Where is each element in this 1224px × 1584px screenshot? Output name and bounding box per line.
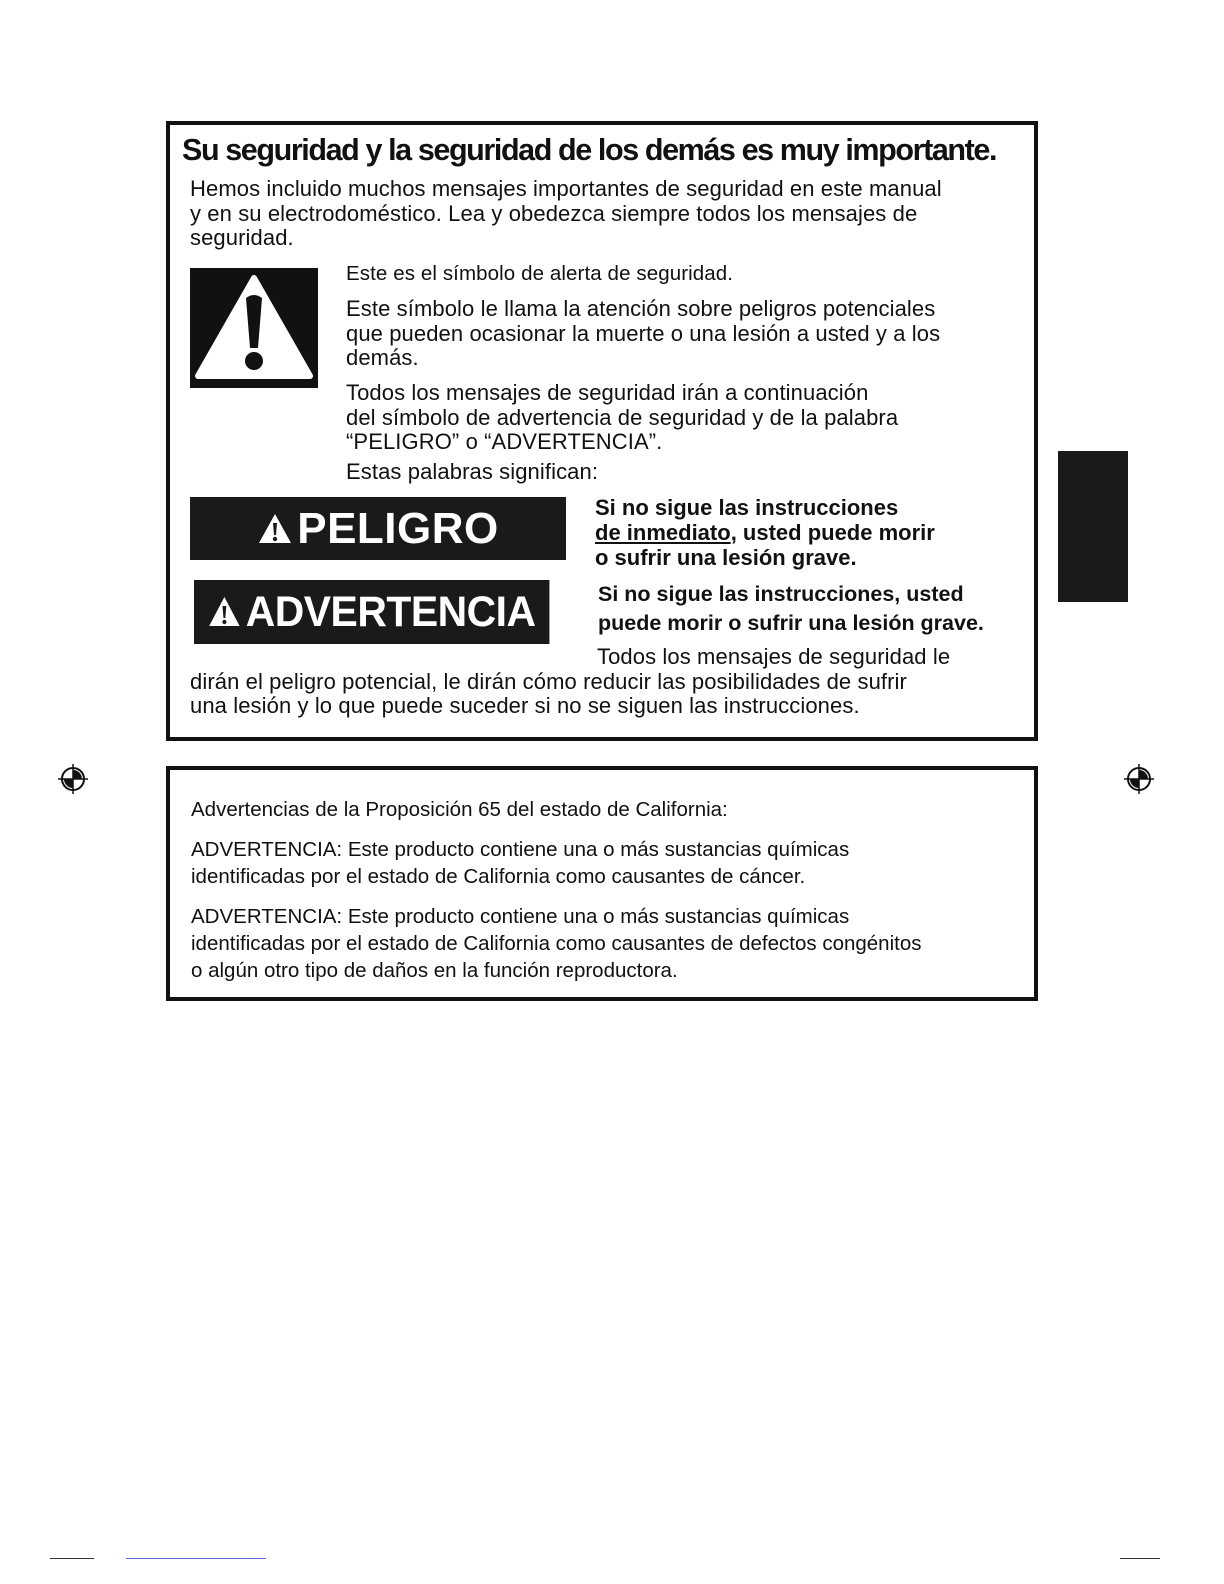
words-mean-text: Estas palabras significan: [346, 459, 599, 484]
safety-title: Su seguridad y la seguridad de los demás es muy importante. [182, 133, 997, 167]
symbol-desc-line: que pueden ocasionar la muerte o una lesión a usted y a los [346, 320, 941, 346]
advertencia-label-text: ADVERTENCIA [245, 587, 536, 636]
symbol-caption: Este es el símbolo de alerta de seguridad. [346, 262, 734, 285]
advertencia-description [598, 580, 984, 638]
safety-intro [190, 177, 942, 251]
safety-box [166, 121, 1038, 741]
symbol-description [346, 297, 940, 371]
prop65-warning-line: o algún otro tipo de daños en la función reproductora. [191, 959, 678, 982]
prop65-warning-cancer [191, 836, 849, 890]
footer-rule [126, 1558, 266, 1559]
prop65-box [166, 766, 1038, 1001]
peligro-desc-line: Si no sigue las instrucciones [595, 495, 899, 520]
registration-crosshair-icon [58, 764, 88, 794]
prop65-warning-line: ADVERTENCIA: Este producto contiene una o más sustancias químicas [191, 838, 850, 861]
prop65-warning-line: identificadas por el estado de California como causantes de defectos congénitos [191, 932, 922, 955]
peligro-label-text: PELIGRO [297, 503, 499, 553]
peligro-desc-line: o sufrir una lesión grave. [595, 545, 857, 570]
intro-line: seguridad. [190, 225, 294, 250]
advertencia-desc-line: puede morir o sufrir una lesión grave. [598, 611, 984, 635]
peligro-signal-label [190, 497, 566, 560]
messages-desc-line: “PELIGRO” o “ADVERTENCIA”. [346, 429, 663, 454]
messages-desc-line: Todos los mensajes de seguridad irán a continuación [346, 380, 869, 405]
closing-paragraph [190, 645, 950, 719]
peligro-desc-line [595, 520, 935, 545]
closing-line: dirán el peligro potencial, le dirán cómo reducir las posibilidades de sufrir [190, 668, 907, 694]
closing-line: una lesión y lo que puede suceder si no se siguen las instrucciones. [190, 693, 860, 718]
peligro-underlined-text: de inmediato [595, 520, 731, 545]
prop65-warning-line: identificadas por el estado de California como causantes de cáncer. [191, 865, 806, 888]
advertencia-alert-icon [208, 595, 242, 629]
messages-description [346, 381, 898, 455]
registration-crosshair-icon [1124, 764, 1154, 794]
messages-desc-line: del símbolo de advertencia de seguridad y de la palabra [346, 404, 899, 430]
intro-line: Hemos incluido muchos mensajes importantes de seguridad en este manual [190, 176, 942, 201]
footer-rule [1120, 1558, 1160, 1559]
prop65-warning-reproductive [191, 903, 921, 984]
advertencia-signal-label [194, 580, 549, 644]
side-tab-marker [1058, 451, 1128, 602]
symbol-desc-line: demás. [346, 345, 419, 370]
symbol-desc-line: Este símbolo le llama la atención sobre peligros potenciales [346, 296, 936, 321]
intro-line: y en su electrodoméstico. Lea y obedezca siempre todos los mensajes de [190, 200, 918, 226]
safety-alert-icon [190, 268, 318, 388]
closing-line: Todos los mensajes de seguridad le [597, 644, 951, 669]
peligro-desc-rest: , usted puede morir [730, 520, 935, 545]
advertencia-desc-line: Si no sigue las instrucciones, usted [598, 582, 964, 606]
footer-rule [50, 1558, 94, 1559]
peligro-description [595, 495, 935, 570]
prop65-heading: Advertencias de la Proposición 65 del estado de California: [191, 798, 728, 821]
prop65-warning-line: ADVERTENCIA: Este producto contiene una o más sustancias químicas [191, 905, 850, 928]
peligro-alert-icon [257, 512, 293, 546]
